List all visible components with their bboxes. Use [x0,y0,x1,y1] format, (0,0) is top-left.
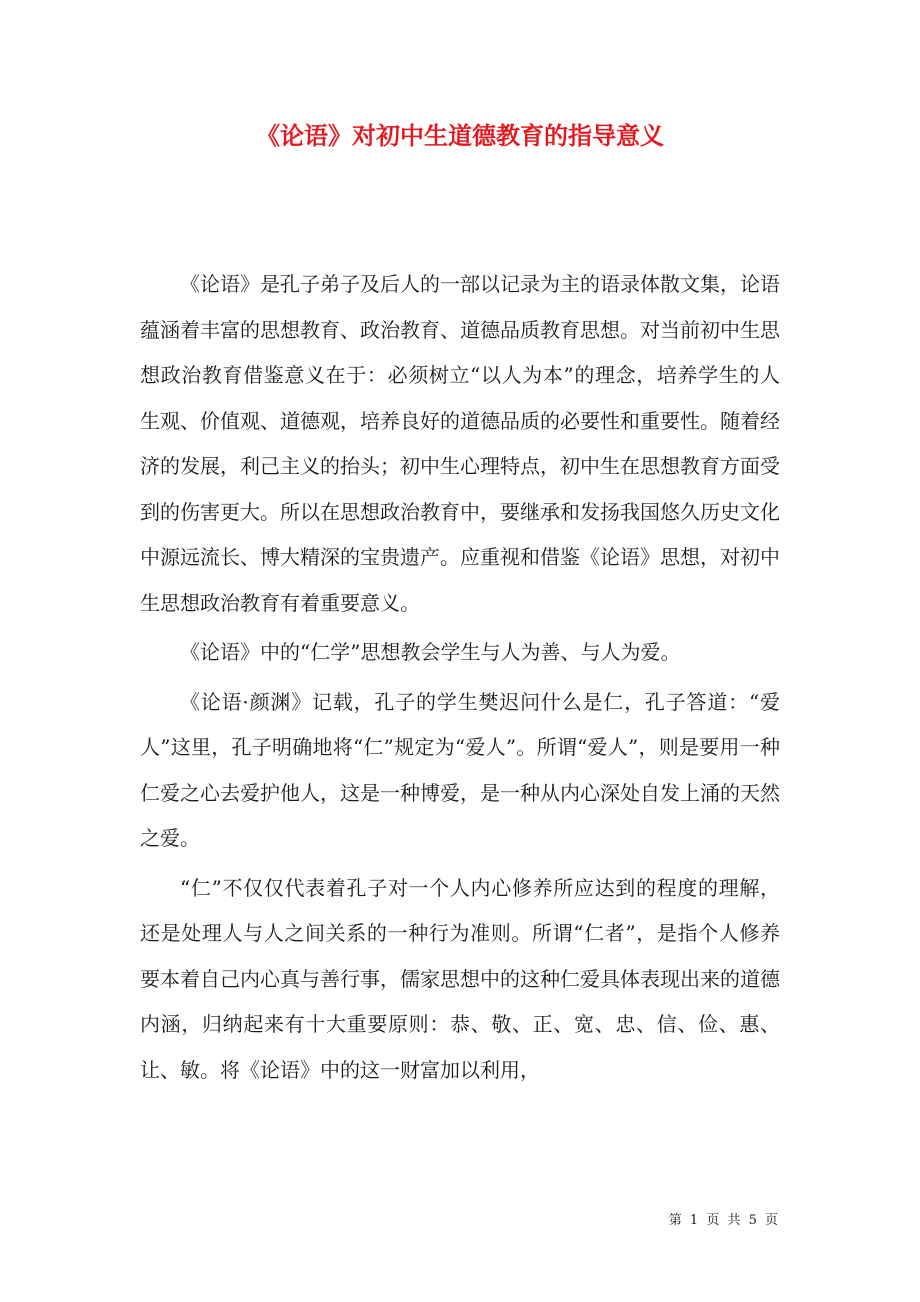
document-body [140,262,780,1097]
paragraph-yanyuan: 《论语·颜渊》记载，孔子的学生樊迟问什么是仁，孔子答道：“爱人”这里，孔子明确地将“仁”规定为“爱人”。所谓“爱人”，则是要用一种仁爱之心去爱护他人，这是一种博爱，是一种从内心深处自发上涌的天然之爱。 [140,689,780,850]
document-title: 《论语》对初中生道德教育的指导意义 [256,121,664,150]
paragraph-intro: 《论语》是孔子弟子及后人的一部以记录为主的语录体散文集，论语蕴涵着丰富的思想教育、政治教育、道德品质教育思想。对当前初中生思想政治教育借鉴意义在于：必须树立“以人为本”的理念，培养学生的人生观、价值观、道德观，培养良好的道德品质的必要性和重要性。随着经济的发展，利己主义的抬头；初中生心理特点，初中生在思想教育方面受到的伤害更大。所以在思想政治教育中，要继承和发扬我国悠久历史文化中源远流长、博大精深的宝贵遗产。应重视和借鉴《论语》思想，对初中生思想政治教育有着重要意义。 [140,272,780,615]
paragraph-ren-principles: “仁”不仅仅代表着孔子对一个人内心修养所应达到的程度的理解，还是处理人与人之间关系的一种行为准则。所谓“仁者”，是指个人修养要本着自己内心真与善行事，儒家思想中的这种仁爱具体表现出来的道德内涵，归纳起来有十大重要原则：恭、敬、正、宽、忠、信、俭、惠、让、敏。将《论语》中的这一财富加以利用， [140,875,780,1082]
paragraph-renxue: 《论语》中的“仁学”思想教会学生与人为善、与人为爱。 [180,640,681,664]
page-number-footer: 第 1 页 共 5 页 [668,1213,780,1228]
